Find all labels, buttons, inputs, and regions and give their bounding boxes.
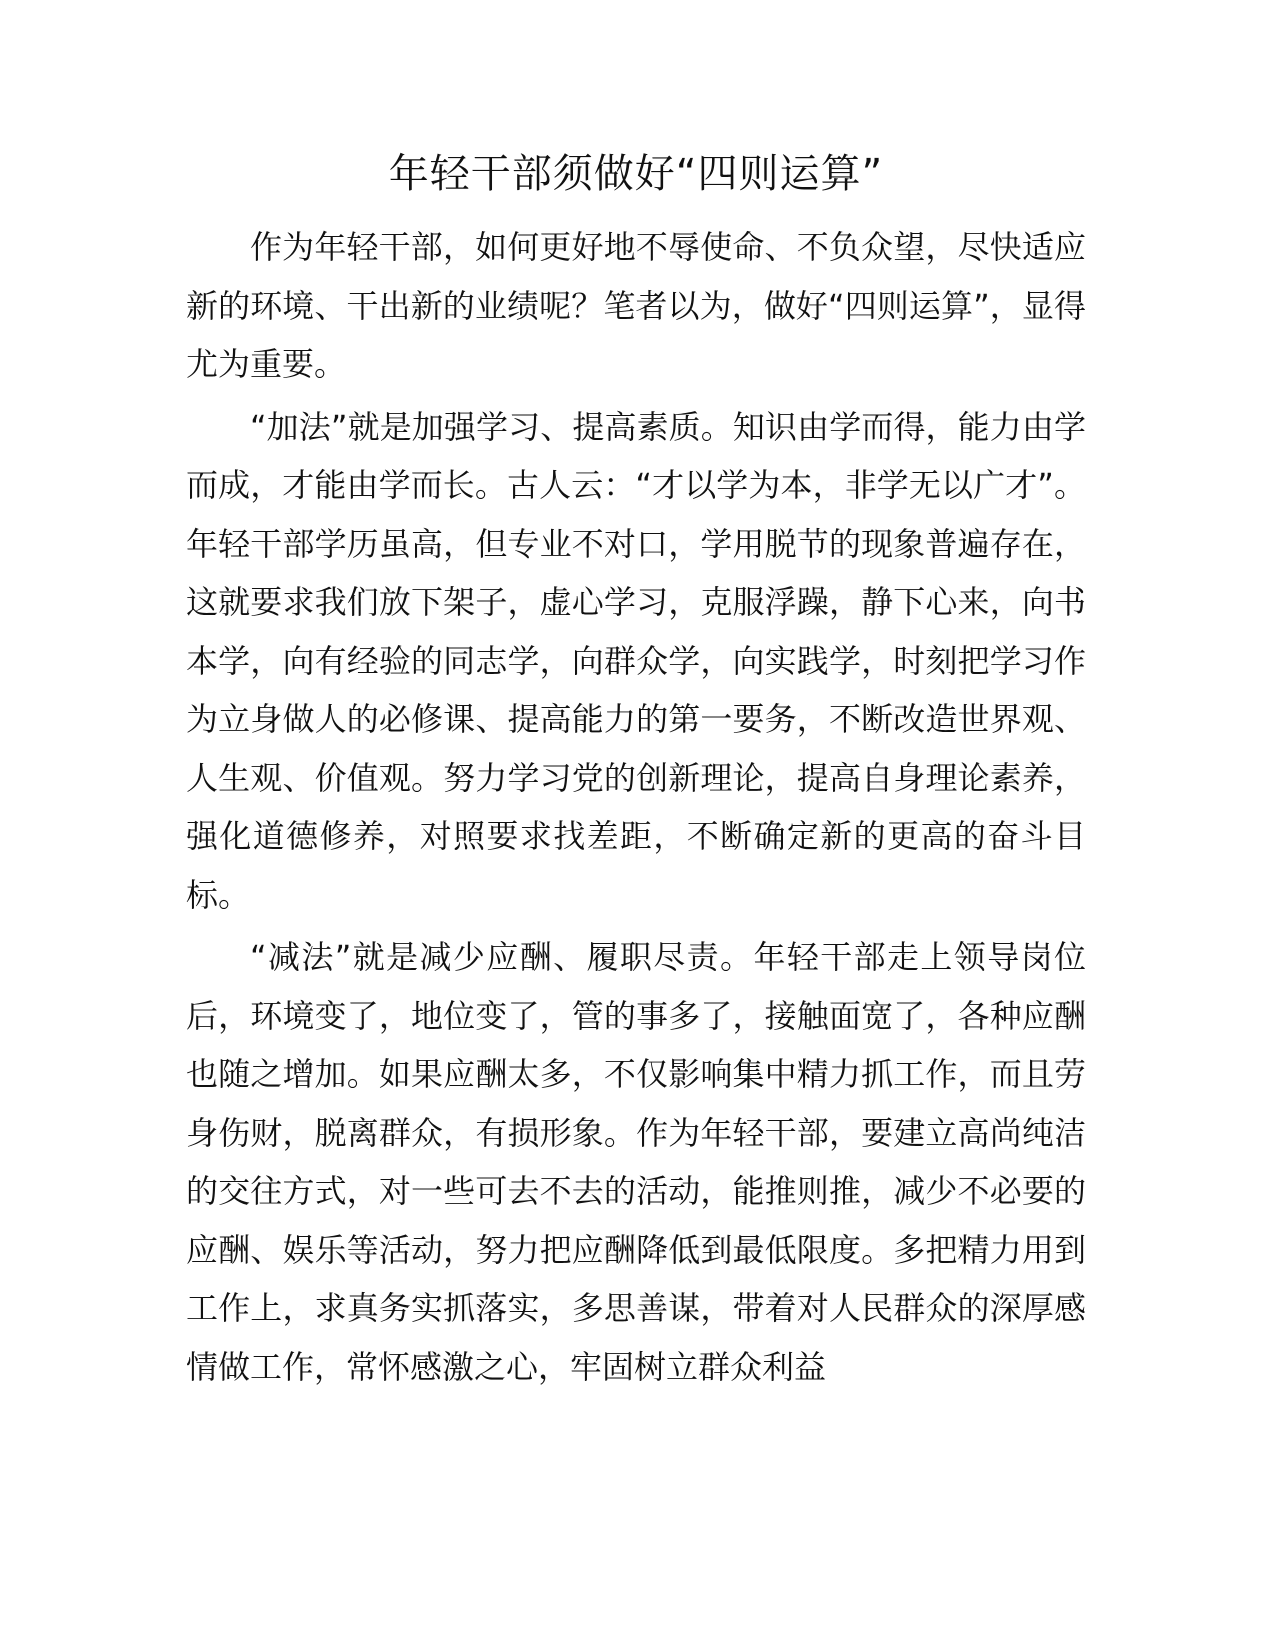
paragraph-intro: 作为年轻干部，如何更好地不辱使命、不负众望，尽快适应新的环境、干出新的业绩呢？笔者以为，做好“四则运算”，显得尤为重要。 [186, 228, 1086, 383]
paragraph-addition: “加法”就是加强学习、提高素质。知识由学而得，能力由学而成，才能由学而长。古人云：“才以学为本，非学无以广才”。年轻干部学历虽高，但专业不对口，学用脱节的现象普遍存在，这就要求我们放下架子，虚心学习，克服浮躁，静下心来，向书本学，向有经验的同志学，向群众学，向实践学，时刻把学习作为立身做人的必修课、提高能力的第一要务，不断改造世界观、人生观、价值观。努力学习党的创新理论，提高自身理论素养，强化道德修养，对照要求找差距，不断确定新的更高的奋斗目标。 [186, 407, 1086, 914]
document-body [186, 140, 1086, 1400]
paragraph-subtraction: “减法”就是减少应酬、履职尽责。年轻干部走上领导岗位后，环境变了，地位变了，管的事多了，接触面宽了，各种应酬也随之增加。如果应酬太多，不仅影响集中精力抓工作，而且劳身伤财，脱离群众，有损形象。作为年轻干部，要建立高尚纯洁的交往方式，对一些可去不去的活动，能推则推，减少不必要的应酬、娱乐等活动，努力把应酬降低到最低限度。多把精力用到工作上，求真务实抓落实，多思善谋，带着对人民群众的深厚感情做工作，常怀感激之心，牢固树立群众利益 [186, 938, 1086, 1386]
document-title: 年轻干部须做好“四则运算” [388, 151, 884, 197]
